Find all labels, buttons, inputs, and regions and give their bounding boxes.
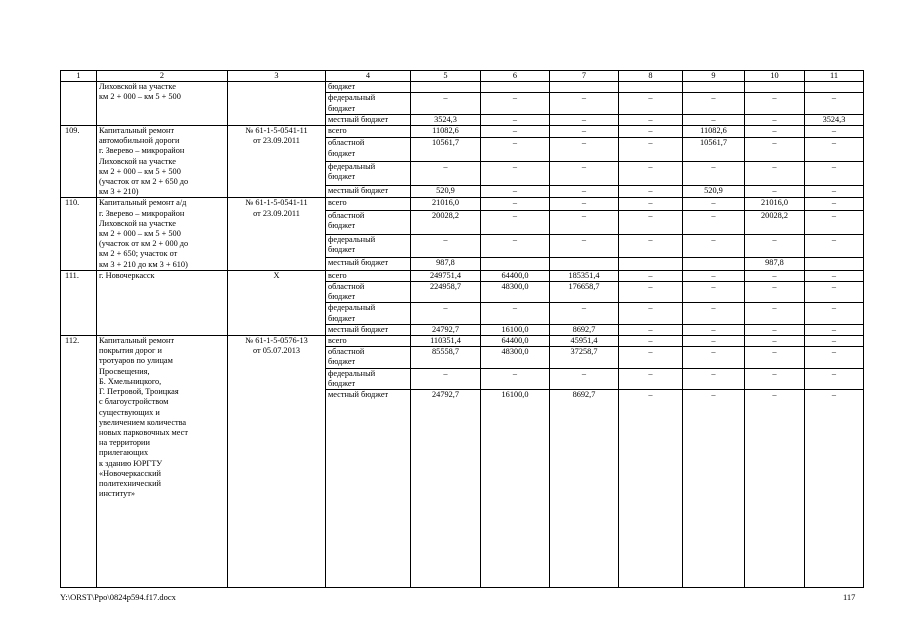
value-col-6-cell: 48300,0: [481, 347, 550, 368]
funding-source-cell: областной бюджет: [326, 282, 411, 303]
value-col-9-cell: –: [683, 93, 745, 114]
value-col-6-cell: 48300,0: [481, 282, 550, 303]
value-col-8-cell: [619, 258, 683, 270]
value-col-8-cell: –: [619, 336, 683, 347]
value-col-6-cell: –: [481, 234, 550, 258]
value-col-9-cell: –: [683, 270, 745, 281]
value-col-5-cell: –: [411, 234, 481, 258]
value-col-7-cell: 8692,7: [550, 390, 619, 588]
column-header-5: 5: [411, 71, 481, 82]
funding-source-cell: местный бюджет: [326, 324, 411, 335]
value-col-5-cell: 224958,7: [411, 282, 481, 303]
value-col-10-cell: –: [745, 114, 805, 125]
value-col-9-cell: –: [683, 234, 745, 258]
column-header-4: 4: [326, 71, 411, 82]
value-col-6-cell: [481, 258, 550, 270]
value-col-7-cell: –: [550, 234, 619, 258]
value-col-8-cell: –: [619, 368, 683, 389]
value-col-7-cell: 176658,7: [550, 282, 619, 303]
value-col-7-cell: –: [550, 303, 619, 324]
funding-source-cell: всего: [326, 270, 411, 281]
column-header-6: 6: [481, 71, 550, 82]
row-number-cell: [61, 82, 97, 126]
value-col-5-cell: 249751,4: [411, 270, 481, 281]
column-header-10: 10: [745, 71, 805, 82]
funding-source-cell: бюджет: [326, 82, 411, 93]
table-row: [61, 198, 864, 210]
value-col-5-cell: 520,9: [411, 185, 481, 197]
value-col-5-cell: 10561,7: [411, 138, 481, 162]
value-col-10-cell: –: [745, 303, 805, 324]
value-col-11-cell: –: [805, 162, 864, 186]
row-number-cell: 109.: [61, 126, 97, 198]
value-col-7-cell: 8692,7: [550, 324, 619, 335]
value-col-5-cell: 24792,7: [411, 324, 481, 335]
value-col-7-cell: [550, 82, 619, 93]
value-col-11-cell: –: [805, 234, 864, 258]
funding-source-cell: всего: [326, 336, 411, 347]
funding-source-cell: местный бюджет: [326, 114, 411, 125]
value-col-11-cell: –: [805, 336, 864, 347]
value-col-9-cell: –: [683, 390, 745, 588]
value-col-10-cell: –: [745, 138, 805, 162]
permit-info-cell: № 61-1-5-0576-13 от 05.07.2013: [228, 336, 326, 588]
value-col-10-cell: –: [745, 234, 805, 258]
value-col-6-cell: –: [481, 198, 550, 210]
value-col-9-cell: 520,9: [683, 185, 745, 197]
value-col-8-cell: –: [619, 93, 683, 114]
value-col-10-cell: [745, 82, 805, 93]
object-name-cell: Капитальный ремонт покрытия дорог и тротуаров по улицам Просвещения, Б. Хмельницкого, Г. Петровой, Троицкая с благоустройством существующих и увеличением количества новых парковочных мест на территории прилегающих к зданию ЮРГТУ «Новочеркасский политехнический институт»: [97, 336, 228, 588]
value-col-6-cell: –: [481, 138, 550, 162]
value-col-11-cell: –: [805, 126, 864, 138]
value-col-5-cell: 110351,4: [411, 336, 481, 347]
value-col-7-cell: –: [550, 93, 619, 114]
row-number-cell: 110.: [61, 198, 97, 270]
value-col-7-cell: –: [550, 185, 619, 197]
footer-page-number: 117: [843, 592, 856, 602]
value-col-6-cell: –: [481, 93, 550, 114]
value-col-9-cell: [683, 82, 745, 93]
value-col-7-cell: –: [550, 210, 619, 234]
value-col-8-cell: –: [619, 282, 683, 303]
value-col-9-cell: –: [683, 210, 745, 234]
column-header-3: 3: [228, 71, 326, 82]
value-col-9-cell: –: [683, 324, 745, 335]
value-col-6-cell: –: [481, 114, 550, 125]
budget-table: [60, 70, 864, 588]
value-col-6-cell: 16100,0: [481, 390, 550, 588]
value-col-11-cell: –: [805, 347, 864, 368]
value-col-11-cell: –: [805, 282, 864, 303]
value-col-7-cell: –: [550, 114, 619, 125]
funding-source-cell: местный бюджет: [326, 258, 411, 270]
value-col-6-cell: 16100,0: [481, 324, 550, 335]
value-col-6-cell: –: [481, 185, 550, 197]
value-col-8-cell: –: [619, 185, 683, 197]
value-col-8-cell: –: [619, 114, 683, 125]
value-col-5-cell: 3524,3: [411, 114, 481, 125]
value-col-11-cell: –: [805, 324, 864, 335]
value-col-9-cell: [683, 258, 745, 270]
funding-source-cell: федеральный бюджет: [326, 162, 411, 186]
object-name-cell: Капитальный ремонт а/д г. Зверево – микрорайон Лиховской на участке км 2 + 000 – км 5 + 500 (участок от км 2 + 000 до км 2 + 650; участок от км 3 + 210 до км 3 + 610): [97, 198, 228, 270]
column-header-2: 2: [97, 71, 228, 82]
row-number-cell: 112.: [61, 336, 97, 588]
value-col-8-cell: –: [619, 324, 683, 335]
value-col-11-cell: –: [805, 138, 864, 162]
table-row: [61, 270, 864, 281]
object-name-cell: Лиховской на участке км 2 + 000 – км 5 + 500: [97, 82, 228, 126]
value-col-5-cell: 11082,6: [411, 126, 481, 138]
value-col-10-cell: –: [745, 347, 805, 368]
value-col-5-cell: –: [411, 303, 481, 324]
footer-file-path: Y:\ORST\Ppo\0824p594.f17.docx: [60, 592, 176, 602]
value-col-8-cell: –: [619, 162, 683, 186]
permit-info-cell: № 61-1-5-0541-11 от 23.09.2011: [228, 126, 326, 198]
funding-source-cell: областной бюджет: [326, 347, 411, 368]
value-col-10-cell: 20028,2: [745, 210, 805, 234]
value-col-6-cell: –: [481, 126, 550, 138]
value-col-11-cell: –: [805, 368, 864, 389]
funding-source-cell: всего: [326, 126, 411, 138]
value-col-11-cell: –: [805, 303, 864, 324]
value-col-7-cell: –: [550, 162, 619, 186]
value-col-5-cell: 20028,2: [411, 210, 481, 234]
value-col-6-cell: –: [481, 162, 550, 186]
value-col-7-cell: –: [550, 198, 619, 210]
value-col-6-cell: 64400,0: [481, 270, 550, 281]
value-col-10-cell: –: [745, 270, 805, 281]
value-col-9-cell: –: [683, 282, 745, 303]
value-col-5-cell: –: [411, 93, 481, 114]
row-number-cell: 111.: [61, 270, 97, 335]
value-col-9-cell: –: [683, 347, 745, 368]
value-col-11-cell: –: [805, 198, 864, 210]
column-header-1: 1: [61, 71, 97, 82]
value-col-8-cell: –: [619, 234, 683, 258]
value-col-8-cell: –: [619, 390, 683, 588]
value-col-8-cell: –: [619, 210, 683, 234]
value-col-5-cell: [411, 82, 481, 93]
value-col-11-cell: –: [805, 185, 864, 197]
value-col-9-cell: –: [683, 114, 745, 125]
value-col-11-cell: [805, 82, 864, 93]
funding-source-cell: федеральный бюджет: [326, 368, 411, 389]
value-col-7-cell: 37258,7: [550, 347, 619, 368]
value-col-6-cell: 64400,0: [481, 336, 550, 347]
value-col-8-cell: [619, 82, 683, 93]
value-col-10-cell: –: [745, 324, 805, 335]
value-col-6-cell: –: [481, 303, 550, 324]
funding-source-cell: федеральный бюджет: [326, 303, 411, 324]
value-col-9-cell: 11082,6: [683, 126, 745, 138]
funding-source-cell: областной бюджет: [326, 210, 411, 234]
table-row: [61, 82, 864, 93]
table-row: [61, 336, 864, 347]
value-col-7-cell: –: [550, 368, 619, 389]
value-col-11-cell: 3524,3: [805, 114, 864, 125]
value-col-10-cell: 987,8: [745, 258, 805, 270]
permit-info-cell: № 61-1-5-0541-11 от 23.09.2011: [228, 198, 326, 270]
value-col-9-cell: –: [683, 336, 745, 347]
value-col-10-cell: 21016,0: [745, 198, 805, 210]
value-col-7-cell: 45951,4: [550, 336, 619, 347]
value-col-8-cell: –: [619, 303, 683, 324]
value-col-8-cell: –: [619, 347, 683, 368]
value-col-6-cell: –: [481, 368, 550, 389]
object-name-cell: г. Новочеркасск: [97, 270, 228, 335]
value-col-7-cell: –: [550, 126, 619, 138]
value-col-9-cell: –: [683, 303, 745, 324]
value-col-8-cell: –: [619, 138, 683, 162]
value-col-5-cell: 21016,0: [411, 198, 481, 210]
value-col-8-cell: –: [619, 126, 683, 138]
value-col-9-cell: 10561,7: [683, 138, 745, 162]
column-header-7: 7: [550, 71, 619, 82]
value-col-5-cell: –: [411, 368, 481, 389]
value-col-10-cell: –: [745, 282, 805, 303]
column-header-8: 8: [619, 71, 683, 82]
permit-info-cell: Х: [228, 270, 326, 335]
value-col-11-cell: –: [805, 93, 864, 114]
funding-source-cell: местный бюджет: [326, 185, 411, 197]
value-col-11-cell: [805, 258, 864, 270]
column-header-9: 9: [683, 71, 745, 82]
value-col-11-cell: –: [805, 390, 864, 588]
funding-source-cell: местный бюджет: [326, 390, 411, 588]
value-col-7-cell: 185351,4: [550, 270, 619, 281]
value-col-7-cell: [550, 258, 619, 270]
value-col-6-cell: [481, 82, 550, 93]
value-col-5-cell: 85558,7: [411, 347, 481, 368]
value-col-10-cell: –: [745, 162, 805, 186]
value-col-10-cell: –: [745, 336, 805, 347]
value-col-10-cell: –: [745, 93, 805, 114]
funding-source-cell: федеральный бюджет: [326, 93, 411, 114]
value-col-9-cell: –: [683, 368, 745, 389]
value-col-9-cell: –: [683, 198, 745, 210]
value-col-10-cell: –: [745, 185, 805, 197]
column-header-11: 11: [805, 71, 864, 82]
value-col-8-cell: –: [619, 270, 683, 281]
funding-source-cell: федеральный бюджет: [326, 234, 411, 258]
table-body: [61, 82, 864, 588]
value-col-7-cell: –: [550, 138, 619, 162]
header-row: [61, 71, 864, 82]
funding-source-cell: областной бюджет: [326, 138, 411, 162]
value-col-11-cell: –: [805, 270, 864, 281]
value-col-10-cell: –: [745, 126, 805, 138]
table-row: [61, 126, 864, 138]
value-col-10-cell: –: [745, 368, 805, 389]
permit-info-cell: [228, 82, 326, 126]
value-col-11-cell: –: [805, 210, 864, 234]
value-col-10-cell: –: [745, 390, 805, 588]
value-col-5-cell: 24792,7: [411, 390, 481, 588]
value-col-6-cell: –: [481, 210, 550, 234]
value-col-5-cell: 987,8: [411, 258, 481, 270]
value-col-8-cell: –: [619, 198, 683, 210]
funding-source-cell: всего: [326, 198, 411, 210]
value-col-5-cell: –: [411, 162, 481, 186]
value-col-9-cell: –: [683, 162, 745, 186]
object-name-cell: Капитальный ремонт автомобильной дороги г. Зверево – микрорайон Лиховской на участке км 2 + 000 – км 5 + 500 (участок от км 2 + 650 до км 3 + 210): [97, 126, 228, 198]
